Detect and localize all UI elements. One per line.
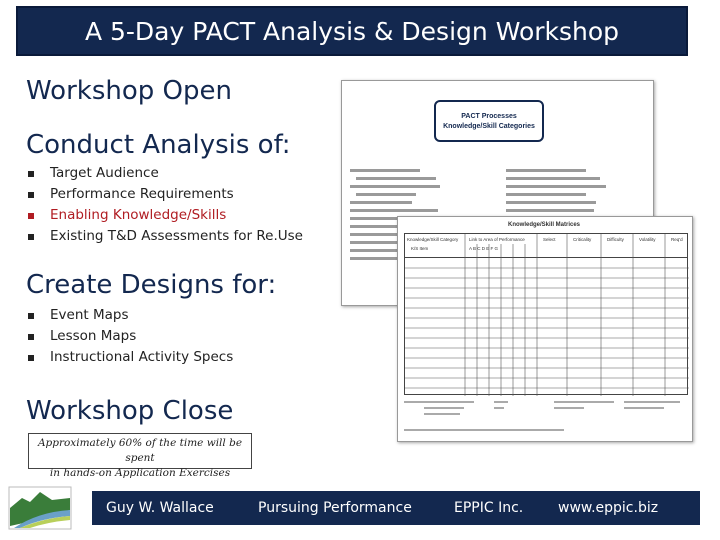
slide-title: A 5-Day PACT Analysis & Design Workshop (84, 16, 620, 46)
matrix-col-category: Knowledge/Skill Category (407, 237, 459, 242)
create-bullet-list (26, 305, 233, 368)
note-box (28, 433, 252, 479)
knowledge-skill-matrix-thumbnail (397, 216, 693, 442)
footer-bar (92, 491, 700, 525)
matrix-col-reqd: Req'd (671, 237, 683, 242)
bullet-square-icon (28, 192, 34, 198)
bullet-square-icon (28, 213, 34, 219)
box-title: PACT Processes (461, 113, 517, 120)
matrix-col-link: Link to Area of Performance (469, 237, 525, 242)
list-item (26, 226, 303, 247)
list-item (26, 305, 233, 326)
matrix-col-letters: A B C D E F G (469, 246, 499, 251)
list-item (26, 326, 233, 347)
bullet-text: Lesson Maps (50, 328, 137, 344)
bullet-text: Instructional Activity Specs (50, 349, 234, 365)
heading-conduct-analysis: Conduct Analysis of: (26, 130, 291, 160)
list-item (26, 163, 303, 184)
bullet-square-icon (28, 355, 34, 361)
bullet-text: Performance Requirements (50, 186, 234, 202)
matrix-col-ks: K/S Item (411, 246, 429, 251)
heading-create-designs: Create Designs for: (26, 270, 277, 300)
bullet-text: Existing T&D Assessments for Re.Use (50, 228, 303, 244)
footer-company: EPPIC Inc. (454, 500, 524, 516)
matrix-col-volatility: Volatility (639, 237, 656, 242)
bullet-square-icon (28, 234, 34, 240)
matrix-grid (404, 233, 688, 395)
list-item (26, 347, 233, 368)
conduct-bullet-list (26, 163, 303, 247)
list-item (26, 184, 303, 205)
footer-tagline: Pursuing Performance (258, 500, 412, 516)
matrix-legend-lines-icon (398, 399, 693, 439)
matrix-col-difficulty: Difficulty (607, 237, 624, 242)
bullet-square-icon (28, 334, 34, 340)
footer-url: www.eppic.biz (558, 500, 659, 516)
footer-author: Guy W. Wallace (106, 500, 214, 516)
title-bar (16, 6, 688, 56)
matrix-col-select: Select (543, 237, 556, 242)
bullet-square-icon (28, 171, 34, 177)
bullet-text: Target Audience (50, 165, 159, 181)
bullet-text: Enabling Knowledge/Skills (50, 207, 227, 223)
bullet-square-icon (28, 313, 34, 319)
box-subtitle: Knowledge/Skill Categories (443, 123, 535, 130)
heading-workshop-close: Workshop Close (26, 396, 234, 426)
matrix-col-criticality: Criticality (573, 237, 592, 242)
list-item-highlighted (26, 205, 303, 226)
matrix-lines-icon (405, 234, 689, 396)
matrix-title: Knowledge/Skill Matrices (508, 222, 581, 228)
eppic-logo-icon (8, 486, 72, 530)
bullet-text: Event Maps (50, 307, 129, 323)
heading-workshop-open: Workshop Open (26, 76, 232, 106)
note-line-2: in hands-on Application Exercises (49, 467, 231, 479)
note-line-1: Approximately 60% of the time will be spent (37, 437, 243, 464)
